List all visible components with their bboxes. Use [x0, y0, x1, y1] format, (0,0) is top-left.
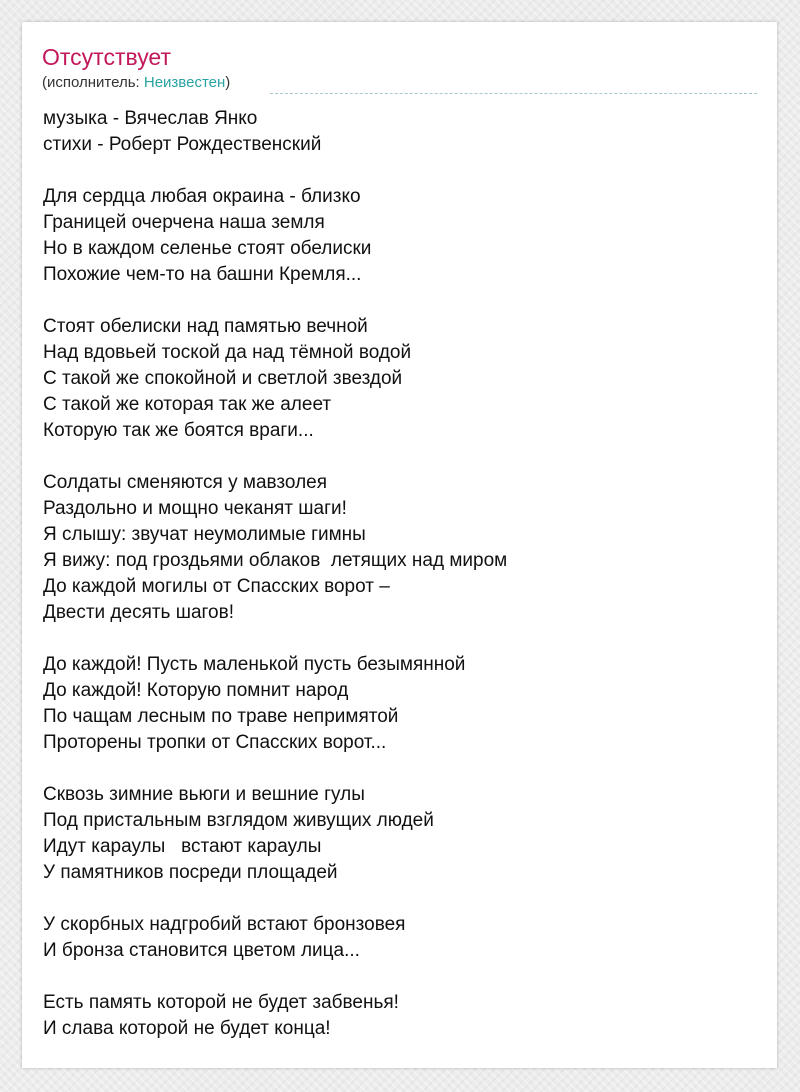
lyric-line: Сквозь зимние вьюги и вешние гулы — [43, 784, 365, 805]
lyric-line: Над вдовьей тоской да над тёмной водой — [43, 342, 412, 363]
lyric-line: Я вижу: под гроздьями облаков летящих над миром — [43, 550, 508, 571]
lyric-line: музыка - Вячеслав Янко — [43, 108, 258, 129]
lyric-line: Под пристальным взглядом живущих людей — [43, 810, 434, 831]
lyric-line: Проторены тропки от Спасских ворот... — [43, 732, 387, 753]
header-divider — [270, 93, 757, 94]
lyric-line: У памятников посреди площадей — [43, 862, 338, 883]
lyric-blank-line — [43, 626, 758, 652]
lyric-line: Раздольно и мощно чеканят шаги! — [43, 498, 347, 519]
lyric-blank-line — [43, 886, 758, 912]
lyric-blank-line — [43, 964, 758, 990]
lyric-line: У скорбных надгробий встают бронзовея — [43, 914, 406, 935]
lyric-line: И бронза становится цветом лица... — [43, 940, 360, 961]
lyric-blank-line — [43, 756, 758, 782]
lyric-line: Стоят обелиски над памятью вечной — [43, 316, 368, 337]
lyric-line: стихи - Роберт Рождественский — [43, 134, 322, 155]
lyric-line: Солдаты сменяются у мавзолея — [43, 472, 328, 493]
lyric-line: Границей очерчена наша земля — [43, 212, 325, 233]
lyric-blank-line — [43, 444, 758, 470]
lyrics-page — [22, 22, 777, 1068]
lyric-line: Двести десять шагов! — [43, 602, 234, 623]
artist-suffix: ) — [225, 74, 231, 91]
lyric-line: До каждой! Пусть маленькой пусть безымянной — [43, 654, 466, 675]
lyric-line: Идут караулы встают караулы — [43, 836, 322, 857]
lyric-line: По чащам лесным по траве непримятой — [43, 706, 399, 727]
song-title: Отсутствует — [42, 44, 171, 70]
lyric-line: До каждой! Которую помнит народ — [43, 680, 349, 701]
artist-prefix: (исполнитель: — [42, 74, 144, 91]
lyric-line: Для сердца любая окраина - близко — [43, 186, 361, 207]
lyric-line: Есть память которой не будет забвенья! — [43, 992, 399, 1013]
artist-line — [42, 74, 230, 92]
lyrics-body — [43, 106, 758, 1042]
lyric-blank-line — [43, 288, 758, 314]
lyric-line: Похожие чем-то на башни Кремля... — [43, 264, 362, 285]
lyric-line: Которую так же боятся враги... — [43, 420, 314, 441]
lyric-line: Но в каждом селенье стоят обелиски — [43, 238, 372, 259]
lyric-line: С такой же которая так же алеет — [43, 394, 332, 415]
lyric-line: С такой же спокойной и светлой звездой — [43, 368, 403, 389]
lyric-blank-line — [43, 158, 758, 184]
lyric-line: Я слышу: звучат неумолимые гимны — [43, 524, 366, 545]
lyric-line: И слава которой не будет конца! — [43, 1018, 331, 1039]
artist-link[interactable]: Неизвестен — [143, 74, 226, 91]
lyric-line: До каждой могилы от Спасских ворот – — [43, 576, 390, 597]
